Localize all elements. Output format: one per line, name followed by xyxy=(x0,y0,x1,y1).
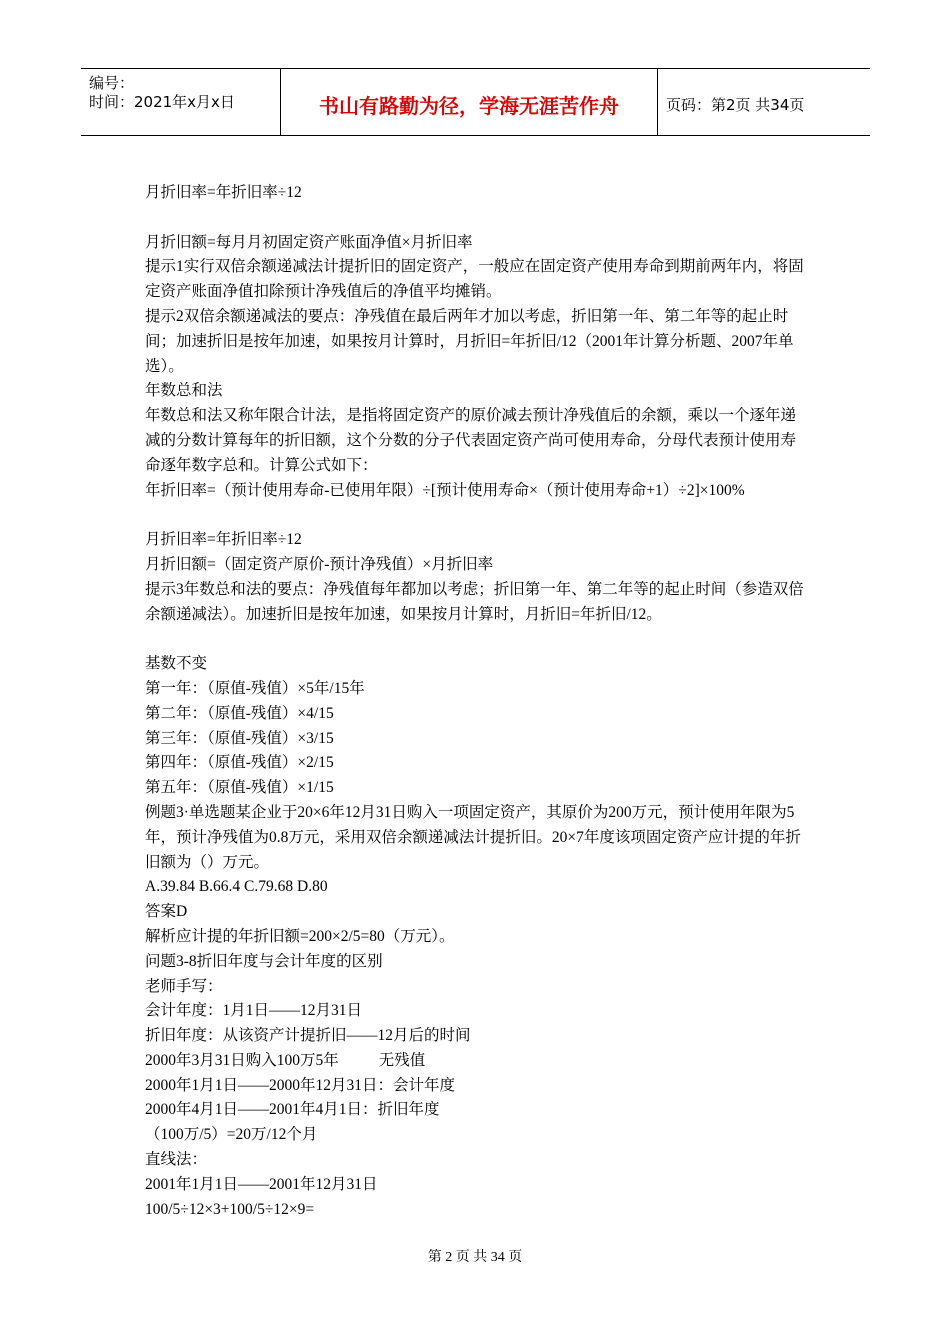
text-paragraph: 提示3年数总和法的要点：净残值每年都加以考虑；折旧第一年、第二年等的起止时间（参造双倍余额递减法）。加速折旧是按年加速，如果按月计算时，月折旧=年折旧/12。 xyxy=(145,580,804,623)
header-middle-cell xyxy=(280,69,658,135)
text-line: 100/5÷12×3+100/5÷12×9= xyxy=(145,1200,315,1218)
blank-line xyxy=(145,503,810,528)
text-line: 第二年：（原值-残值）×4/15 xyxy=(145,704,334,722)
serial-label: 编号： xyxy=(89,74,135,92)
text-line xyxy=(145,1049,810,1074)
text-line: 2000年1月1日——2000年12月31日：会计年度 xyxy=(145,1076,456,1094)
text-line: 第一年：（原值-残值）×5年/15年 xyxy=(145,679,365,697)
text-line: 第三年：（原值-残值）×3/15 xyxy=(145,729,334,747)
no-salvage-text: 无残值 xyxy=(378,1051,426,1069)
text-line: 月折旧率=年折旧率÷12 xyxy=(145,184,302,201)
text-paragraph: 年数总和法又称年限合计法，是指将固定资产的原价减去预计净残值后的余额，乘以一个逐年递减的分数计算每年的折旧额，这个分数的分子代表固定资产尚可使用寿命，分母代表预计使用寿命逐年数字总和。计算公式如下： xyxy=(145,407,797,474)
answer-line: 答案D xyxy=(145,903,188,921)
example-question: 例题3·单选题某企业于20×6年12月31日购入一项固定资产，其原价为200万元，预计使用年限为5年，预计净残值为0.8万元，采用双倍余额递减法计提折旧。20×7年度该项固定资产应计提的年折旧额为（）万元。 xyxy=(145,803,801,871)
text-line: （100万/5）=20万/12个月 xyxy=(145,1126,318,1144)
text-line: 第五年：（原值-残值）×1/15 xyxy=(145,779,334,797)
answer-options: A.39.84 B.66.4 C.79.68 D.80 xyxy=(145,878,328,896)
document-body xyxy=(145,181,810,1222)
text-line: 2001年1月1日——2001年12月31日 xyxy=(145,1175,378,1193)
text-line: 老师手写： xyxy=(145,977,223,995)
text-line: 月折旧额=每月月初固定资产账面净值×月折旧率 xyxy=(145,233,473,251)
text-line: 会计年度：1月1日——12月31日 xyxy=(145,1002,363,1020)
text-paragraph: 提示1实行双倍余额递减法计提折旧的固定资产，一般应在固定资产使用寿命到期前两年内，将固定资产账面净值扣除预计净残值后的净值平均摊销。 xyxy=(145,258,804,301)
header-slogan: 书山有路勤为径，学海无涯苦作舟 xyxy=(319,94,619,118)
page-header xyxy=(81,68,870,136)
text-line: 折旧年度：从该资产计提折旧——12月后的时间 xyxy=(145,1027,471,1045)
text-line: 问题3-8折旧年度与会计年度的区别 xyxy=(145,952,383,970)
page-info: 页码：第2页 共34页 xyxy=(666,96,805,114)
text-line: 基数不变 xyxy=(145,655,208,673)
blank-line xyxy=(145,206,810,231)
text-line: 第四年：（原值-残值）×2/15 xyxy=(145,754,334,772)
formula-line: 月折旧率=年折旧率÷12 xyxy=(145,531,302,549)
formula-line: 年折旧率=（预计使用寿命-已使用年限）÷[预计使用寿命×（预计使用寿命+1）÷2]×100% xyxy=(145,481,745,499)
blank-line xyxy=(145,627,810,652)
section-heading: 年数总和法 xyxy=(145,382,223,400)
header-left-cell xyxy=(81,69,280,135)
purchase-text: 2000年3月31日购入100万5年 xyxy=(145,1051,339,1069)
analysis-line: 解析应计提的年折旧额=200×2/5=80（万元）。 xyxy=(145,927,455,945)
page-footer: 第 2 页 共 34 页 xyxy=(427,1250,523,1265)
header-right-cell xyxy=(658,69,870,135)
text-line: 2000年4月1日——2001年4月1日：折旧年度 xyxy=(145,1101,440,1119)
formula-line: 月折旧额=（固定资产原价-预计净残值）×月折旧率 xyxy=(145,555,494,573)
time-label: 时间：2021年x月x日 xyxy=(89,93,235,111)
text-paragraph: 提示2双倍余额递减法的要点：净残值在最后两年才加以考虑，折旧第一年、第二年等的起止时间；加速折旧是按年加速，如果按月计算时，月折旧=年折旧/12（2001年计算分析题、2007年单选）。 xyxy=(145,307,794,375)
text-line: 直线法： xyxy=(145,1151,208,1169)
